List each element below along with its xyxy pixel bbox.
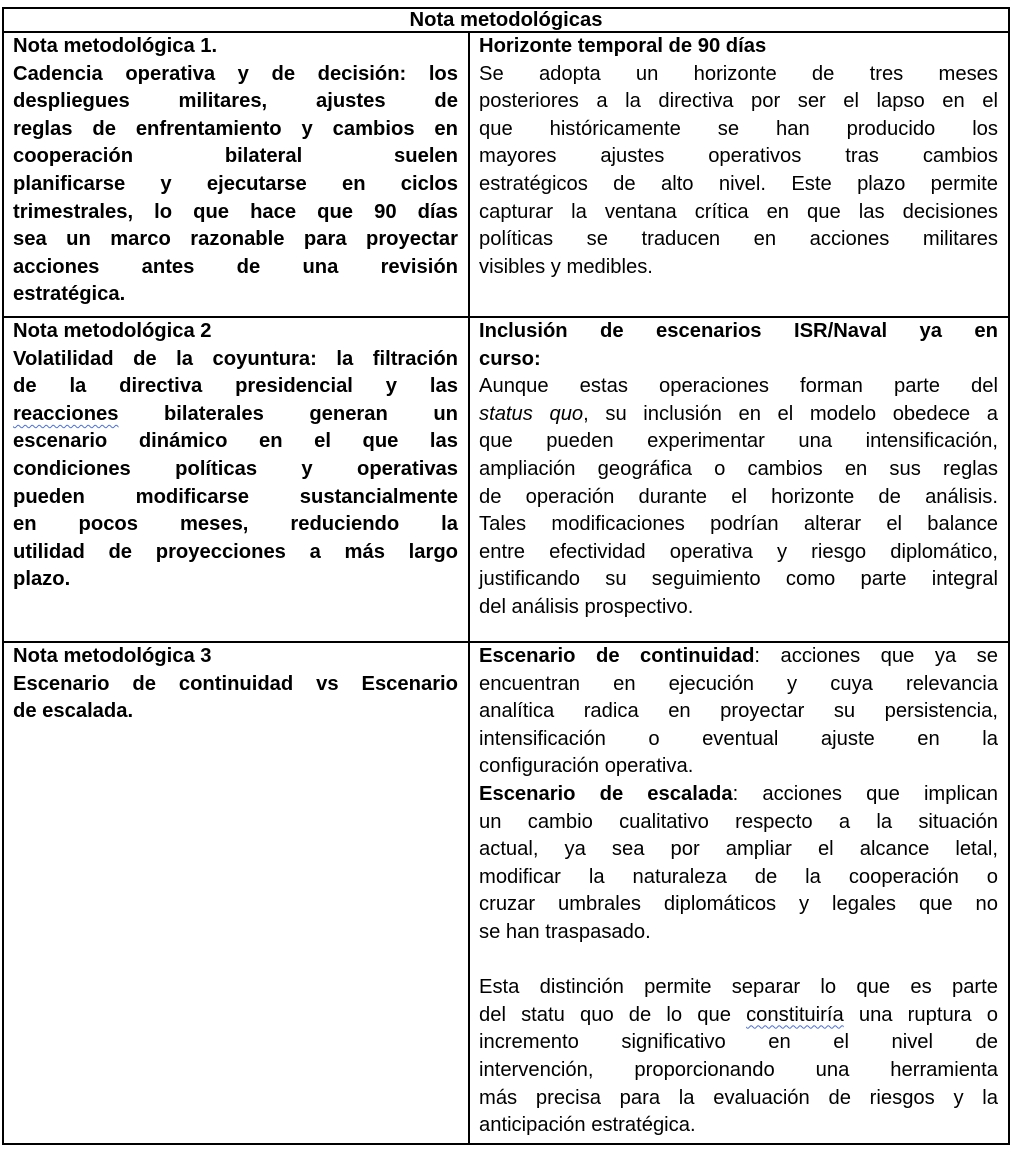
continuity-term-rest: : acciones que ya se xyxy=(754,645,998,667)
note-1-line: estratégica. xyxy=(13,283,126,306)
note-3-line: de escalada. xyxy=(13,700,134,723)
escalation-line: un cambio cualitativo respecto a la situación xyxy=(479,810,998,833)
escalation-term-rest: : acciones que implican xyxy=(732,782,998,805)
isr-naval-line: Tales modificaciones podrían alterar el balance xyxy=(479,513,998,536)
closing-line: Esta distinción permite separar lo que es parte xyxy=(479,976,998,999)
note-3-line: Escenario de continuidad vs Escenario xyxy=(13,672,458,695)
continuity-definition xyxy=(479,643,998,671)
escalation-definition xyxy=(479,781,998,809)
status-quo-term: status quo xyxy=(479,402,584,425)
isr-naval-line-rest: , su inclusión en el modelo obedece a xyxy=(583,402,998,425)
continuity-line: intensificación o eventual ajuste en la xyxy=(479,727,998,750)
note-2-line: de la directiva presidencial y las xyxy=(13,375,458,398)
note-2-line xyxy=(13,401,458,429)
time-horizon-line: Se adopta un horizonte de tres meses xyxy=(479,62,998,85)
closing-line xyxy=(479,1002,998,1030)
closing-line: más precisa para la evaluación de riesgos y la xyxy=(479,1086,998,1109)
time-horizon-heading: Horizonte temporal de 90 días xyxy=(479,35,767,57)
isr-naval-line: que pueden experimentar una intensificación, xyxy=(479,430,998,453)
note-2-line: plazo. xyxy=(13,568,71,591)
closing-line: intervención, proporcionando una herramienta xyxy=(479,1058,998,1081)
time-horizon-line: que históricamente se han producido los xyxy=(479,117,998,140)
time-horizon-line: visibles y medibles. xyxy=(479,255,653,278)
continuity-line: analítica radica en proyectar su persistencia, xyxy=(479,700,998,723)
note-3-heading: Nota metodológica 3 xyxy=(13,645,212,667)
note-2-cell xyxy=(3,317,469,642)
note-1-heading: Nota metodológica 1. xyxy=(13,35,218,57)
time-horizon-line: estratégicos de alto nivel. Este plazo permite xyxy=(479,172,998,195)
continuity-line: encuentran en ejecución y cuya relevancia xyxy=(479,672,998,695)
isr-naval-line: Aunque estas operaciones forman parte del xyxy=(479,375,998,398)
closing-line: incremento significativo en el nivel de xyxy=(479,1031,998,1054)
escalation-line: se han traspasado. xyxy=(479,920,651,943)
time-horizon-line: mayores ajustes operativos tras cambios xyxy=(479,145,998,168)
time-horizon-line: posteriores a la directiva por ser el lapso en el xyxy=(479,90,998,113)
note-3-cell xyxy=(3,642,469,1144)
note-2-line: Volatilidad de la coyuntura: la filtración xyxy=(13,347,458,370)
note-2-line-rest: bilaterales generan un xyxy=(118,402,458,425)
isr-naval-line: entre efectividad operativa y riesgo diplomático, xyxy=(479,540,998,563)
note-1-line: Cadencia operativa y de decisión: los xyxy=(13,62,458,85)
escalation-line: cruzar umbrales diplomáticos y legales que no xyxy=(479,893,998,916)
table-row xyxy=(3,642,1009,1144)
note-1-line: acciones antes de una revisión xyxy=(13,255,458,278)
table-row xyxy=(3,317,1009,642)
isr-naval-line: de operación durante el horizonte de análisis. xyxy=(479,485,998,508)
note-1-line: reglas de enfrentamiento y cambios en xyxy=(13,117,458,140)
note-1-cell xyxy=(3,32,469,317)
note-1-line: planificarse y ejecutarse en ciclos xyxy=(13,172,458,195)
escalation-term: Escenario de escalada xyxy=(479,782,733,805)
isr-naval-line: del análisis prospectivo. xyxy=(479,595,694,618)
continuity-term: Escenario de continuidad xyxy=(479,645,755,667)
isr-naval-heading-cont: curso: xyxy=(479,347,541,370)
time-horizon-cell xyxy=(469,32,1009,317)
spellcheck-word: constituiría xyxy=(746,1003,844,1026)
scenarios-cell xyxy=(469,642,1009,1144)
isr-naval-heading: Inclusión de escenarios ISR/Naval ya en xyxy=(479,320,998,342)
note-2-line: en pocos meses, reduciendo la xyxy=(13,513,458,536)
closing-line-a: del statu quo de lo que xyxy=(479,1003,747,1026)
note-2-line: condiciones políticas y operativas xyxy=(13,457,458,480)
note-2-line: utilidad de proyecciones a más largo xyxy=(13,540,458,563)
note-1-line: trimestrales, lo que hace que 90 días xyxy=(13,200,458,223)
isr-naval-cell xyxy=(469,317,1009,642)
note-2-line: pueden modificarse sustancialmente xyxy=(13,485,458,508)
isr-naval-line: ampliación geográfica o cambios en sus reglas xyxy=(479,457,998,480)
note-1-line: despliegues militares, ajustes de xyxy=(13,90,458,113)
continuity-line: configuración operativa. xyxy=(479,755,694,778)
escalation-line: modificar la naturaleza de la cooperación o xyxy=(479,865,998,888)
spellcheck-word: reacciones xyxy=(13,402,119,425)
note-2-line: escenario dinámico en el que las xyxy=(13,430,458,453)
escalation-line: actual, ya sea por ampliar el alcance letal, xyxy=(479,838,998,861)
methodology-notes-table xyxy=(2,7,1010,1145)
isr-naval-line xyxy=(479,401,998,429)
closing-line-b: una ruptura o xyxy=(843,1003,998,1026)
table-title: Nota metodológicas xyxy=(3,8,1009,32)
table-row xyxy=(3,32,1009,317)
time-horizon-line: políticas se traducen en acciones militares xyxy=(479,228,998,251)
note-1-line: sea un marco razonable para proyectar xyxy=(13,228,458,251)
note-2-heading: Nota metodológica 2 xyxy=(13,320,212,342)
time-horizon-line: capturar la ventana crítica en que las decisiones xyxy=(479,200,998,223)
note-1-line: cooperación bilateral suelen xyxy=(13,145,458,168)
paragraph-gap xyxy=(479,947,998,975)
isr-naval-line: justificando su seguimiento como parte integral xyxy=(479,568,998,591)
closing-line: anticipación estratégica. xyxy=(479,1114,696,1137)
